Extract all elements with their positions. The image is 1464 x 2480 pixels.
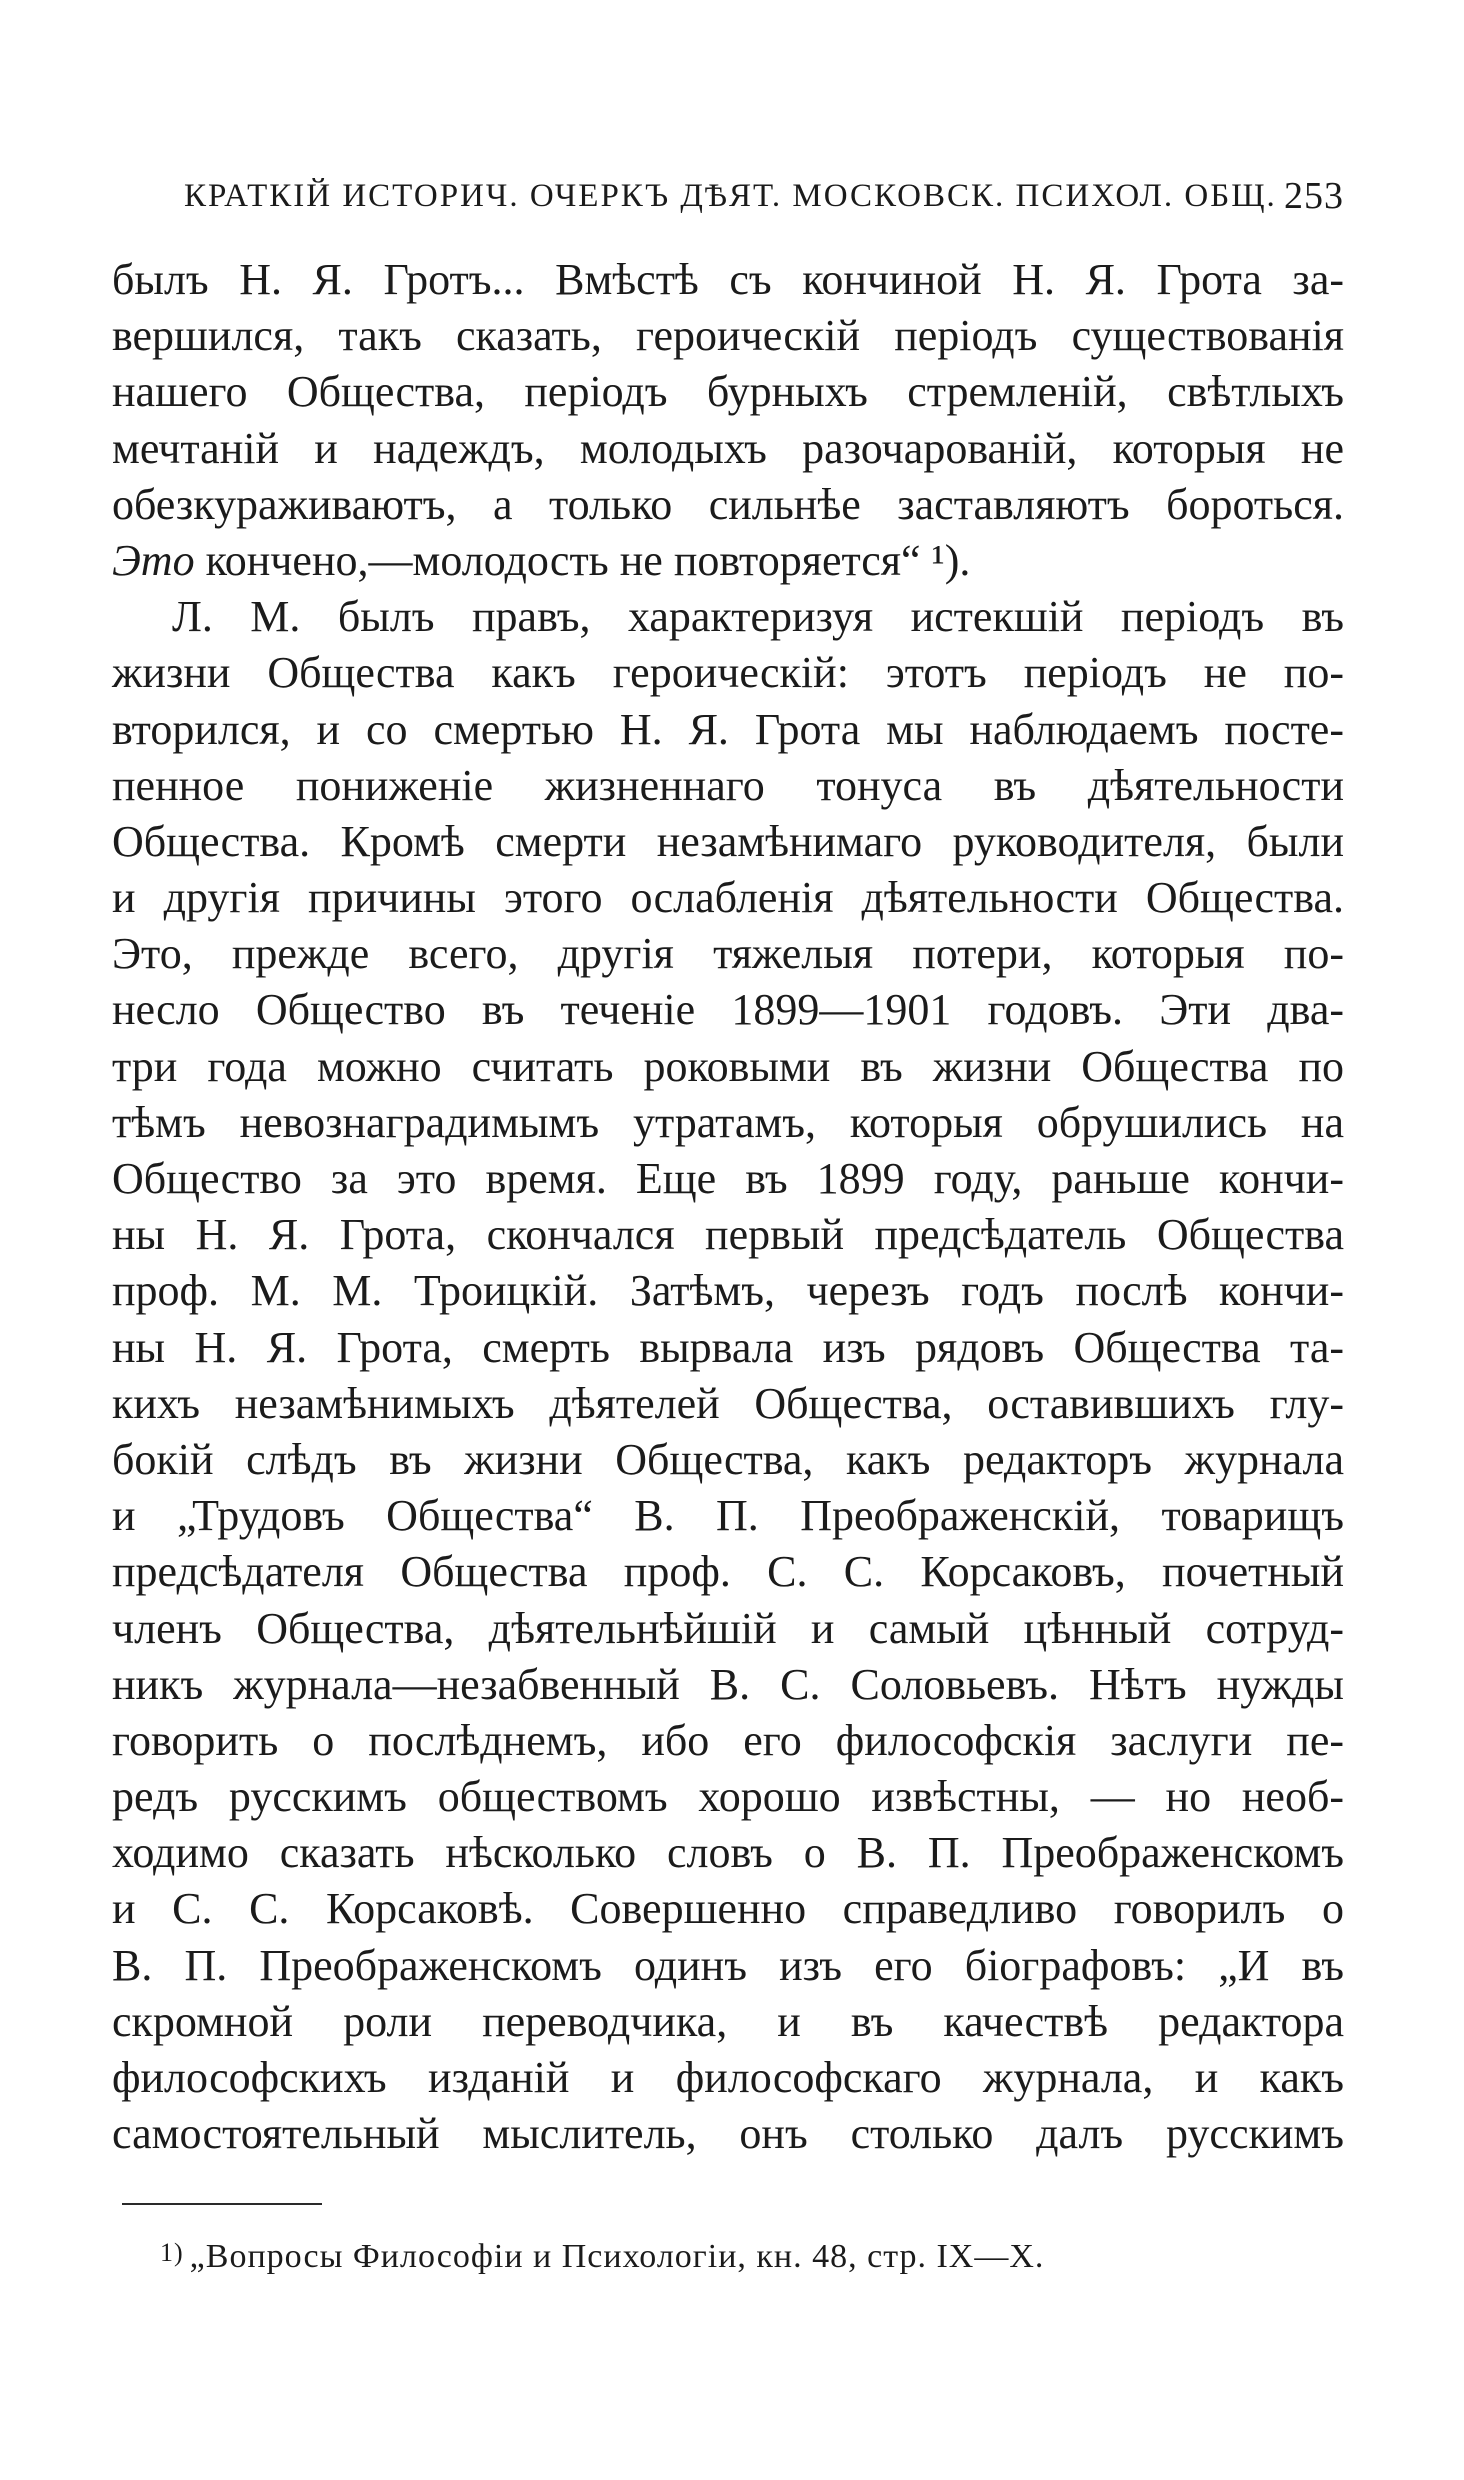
text-line: Л. М. былъ правъ, характеризуя истекшій періодъ въ <box>172 592 1344 642</box>
text-line: редъ русскимъ обществомъ хорошо извѣстны, — но необ- <box>112 1772 1344 1822</box>
text-line: жизни Общества какъ героическій: этотъ періодъ не по- <box>112 648 1344 698</box>
text-line: философскихъ изданій и философскаго журнала, и какъ <box>112 2053 1344 2102</box>
text-line <box>112 533 1344 589</box>
text-line: членъ Общества, дѣятельнѣйшій и самый цѣнный сотруд- <box>112 1603 1344 1653</box>
text-line: ходимо сказать нѣсколько словъ о В. П. Преображенскомъ <box>112 1828 1344 1878</box>
text-line: никъ журнала—незабвенный В. С. Соловьевъ. Нѣтъ нужды <box>112 1659 1344 1709</box>
text-line: самостоятельный мыслитель, онъ столько далъ русскимъ <box>112 2109 1344 2159</box>
italic-word: Это <box>112 535 195 585</box>
text-line: вершился, такъ сказать, героическій періодъ существованія <box>112 311 1344 361</box>
footnote-divider <box>122 2203 322 2205</box>
running-head <box>184 168 1344 224</box>
text-line: Общество за это время. Еще въ 1899 году, раньше кончи- <box>112 1154 1344 1203</box>
text-line: и другія причины этого ослабленія дѣятельности Общества. <box>112 873 1344 923</box>
text-line: тѣмъ невознаградимымъ утратамъ, которыя обрушились на <box>112 1097 1344 1147</box>
text-line: былъ Н. Я. Гротъ... Вмѣстѣ съ кончиной Н. Я. Грота за- <box>112 255 1344 304</box>
text-line: нашего Общества, періодъ бурныхъ стремленій, свѣтлыхъ <box>112 367 1344 417</box>
text-line-rest: кончено,—молодость не повторяется“ ¹). <box>194 535 971 585</box>
text-line: кихъ незамѣнимыхъ дѣятелей Общества, оставившихъ глу- <box>112 1378 1344 1428</box>
page-number: 253 <box>1284 175 1344 217</box>
running-head-title: КРАТКІЙ ИСТОРИЧ. ОЧЕРКЪ ДѢЯТ. МОСКОВСК. ПСИХОЛ. ОБЩ. <box>184 178 1277 214</box>
body-text <box>112 252 1344 2162</box>
footnote-mark: 1) <box>160 2238 184 2267</box>
text-line: скромной роли переводчика, и въ качествѣ редактора <box>112 1996 1344 2046</box>
text-line: бокій слѣдъ въ жизни Общества, какъ редакторъ журнала <box>112 1434 1344 1484</box>
text-line: несло Общество въ теченіе 1899—1901 годовъ. Эти два- <box>112 985 1344 1035</box>
footnote-text: „Вопросы Философіи и Психологіи, кн. 48, стр. IX—X. <box>189 2238 1045 2275</box>
footnote <box>160 2232 1044 2282</box>
text-line: три года можно считать роковыми въ жизни Общества по <box>112 1041 1344 1091</box>
text-line: и С. С. Корсаковѣ. Совершенно справедливо говорилъ о <box>112 1884 1344 1934</box>
text-line: ны Н. Я. Грота, смерть вырвала изъ рядовъ Общества та- <box>112 1322 1344 1372</box>
text-line: Общества. Кромѣ смерти незамѣнимаго руководителя, были <box>112 816 1344 866</box>
text-line: пенное пониженіе жизненнаго тонуса въ дѣятельности <box>112 760 1344 810</box>
text-line: вторился, и со смертью Н. Я. Грота мы наблюдаемъ посте- <box>112 704 1344 754</box>
text-line: Это, прежде всего, другія тяжелыя потери, которыя по- <box>112 929 1344 979</box>
text-line: и „Трудовъ Общества“ В. П. Преображенскій, товарищъ <box>112 1491 1344 1541</box>
text-line: ны Н. Я. Грота, скончался первый предсѣдатель Общества <box>112 1210 1344 1260</box>
text-line: В. П. Преображенскомъ одинъ изъ его біографовъ: „И въ <box>112 1940 1344 1990</box>
text-line: мечтаній и надеждъ, молодыхъ разочарованій, которыя не <box>112 423 1344 473</box>
text-line: проф. М. М. Троицкій. Затѣмъ, черезъ годъ послѣ кончи- <box>112 1266 1344 1316</box>
text-line: предсѣдателя Общества проф. С. С. Корсаковъ, почетный <box>112 1547 1344 1597</box>
text-line: говорить о послѣднемъ, ибо его философскія заслуги пе- <box>112 1715 1344 1765</box>
text-line: обезкураживаютъ, а только сильнѣе заставляютъ бороться. <box>112 479 1344 529</box>
